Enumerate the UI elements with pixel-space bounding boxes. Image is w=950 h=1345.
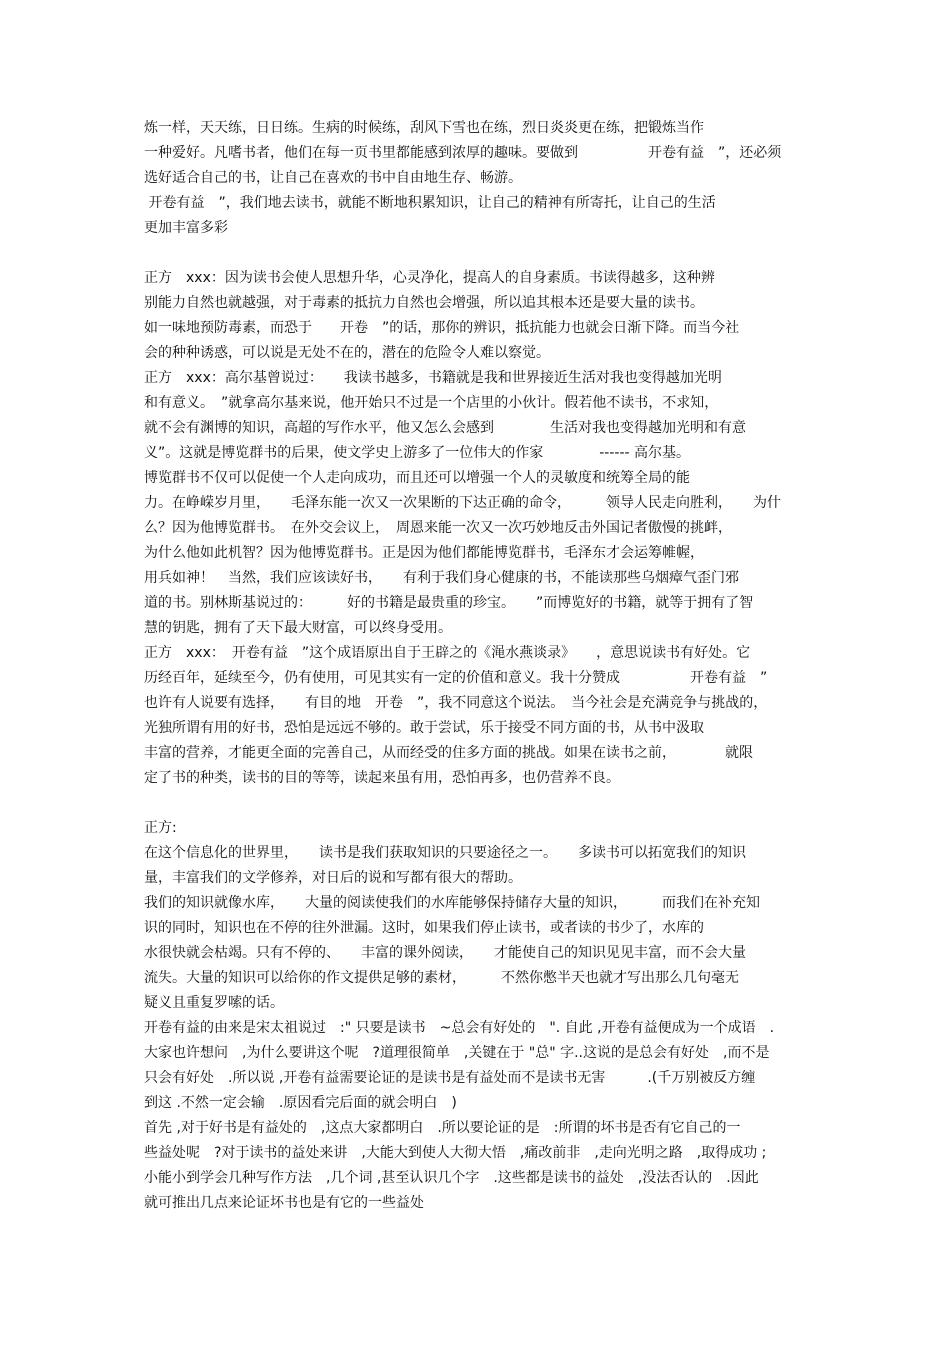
text-line: 用兵如神！ 当然，我们应该读好书， 有利于我们身心健康的书，不能读那些乌烟瘴气歪门邪 (144, 570, 739, 586)
text-line: 博览群书不仅可以促使一个人走向成功，而且还可以增强一个人的灵敏度和统筹全局的能 (144, 470, 690, 486)
text-line: 如一味地预防毒素，而恐于 开卷 ”的话，那你的辨识，抵抗能力也就会日渐下降。而当今社 (144, 320, 740, 336)
text-line: 小能小到学会几种写作方法 ,几个词 ,甚至认识几个字 .这些都是读书的益处 ,没法否认的 .因此 (144, 1170, 759, 1186)
text-line: 一种爱好。凡嗜书者，他们在每一页书里都能感到浓厚的趣味。要做到 开卷有益 ”，还必须 (144, 145, 782, 161)
text-line: 开卷有益的由来是宋太祖说过 :" 只要是读书 ~总会有好处的 ". 自此 ,开卷有益便成为一个成语 . (144, 1020, 775, 1036)
text-line: 量，丰富我们的文学修养，对日后的说和写都有很大的帮助。 (144, 870, 522, 886)
text-line: 在这个信息化的世界里， 读书是我们获取知识的只要途径之一。 多读书可以拓宽我们的知识 (144, 845, 746, 861)
text-line: 流失。大量的知识可以给你的作文提供足够的素材， 不然你憋半天也就才写出那么几句毫无 (144, 970, 739, 986)
text-line: 炼一样，天天练，日日练。生病的时候练，刮风下雪也在练，烈日炎炎更在练，把锻炼当作 (144, 120, 704, 136)
text-line: 首先 ,对于好书是有益处的 ,这点大家都明白 .所以要论证的是 :所谓的坏书是否有它自己的一 (144, 1120, 741, 1136)
text-line: 些益处呢 ?对于读书的益处来讲 ,大能大到使人大彻大悟 ,痛改前非 ,走向光明之路 ,取得成功 ; (144, 1145, 767, 1161)
text-line: 到这 .不然一定会输 .原因看完后面的就会明白 ) (144, 1095, 457, 1111)
text-line: 义”。这就是博览群书的后果，使文学史上游多了一位伟大的作家 ------ 高尔基。 (144, 445, 691, 461)
text-line: 力。在峥嵘岁月里， 毛泽东能一次又一次果断的下达正确的命令， 领导人民走向胜利， 为什 (144, 495, 781, 511)
text-line: 疑义且重复罗嗦的话。 (144, 995, 284, 1011)
text-line: 历经百年，延续至今，仍有使用，可见其实有一定的价值和意义。我十分赞成 开卷有益 ” (144, 670, 768, 686)
text-line: 慧的钥匙，拥有了天下最大财富，可以终身受用。 (144, 620, 452, 636)
text-line: 会的种种诱惑，可以说是无处不在的，潜在的危险令人难以察觉。 (144, 345, 550, 361)
text-line: 就不会有渊博的知识，高超的写作水平，他又怎么会感到 生活对我也变得越加光明和有意 (144, 420, 746, 436)
text-line: 正方 xxx：高尔基曾说过： 我读书越多，书籍就是我和世界接近生活对我也变得越加光明 (144, 370, 722, 386)
text-line: 我们的知识就像水库， 大量的阅读使我们的水库能够保持储存大量的知识， 而我们在补充知 (144, 895, 760, 911)
text-line: 正方 xxx：因为读书会使人思想升华，心灵净化，提高人的自身素质。书读得越多，这种辨 (144, 270, 715, 286)
section-heading: 正方: (144, 820, 177, 836)
text-line: 水很快就会枯竭。只有不停的、 丰富的课外阅读， 才能使自己的知识见见丰富，而不会大量 (144, 945, 746, 961)
text-line: 丰富的营养，才能更全面的完善自己，从而经受的住多方面的挑战。如果在读书之前， 就限 (144, 745, 753, 761)
text-line: 定了书的种类，读书的目的等等，读起来虽有用，恐怕再多，也仍营养不良。 (144, 770, 620, 786)
text-line: 选好适合自己的书，让自己在喜欢的书中自由地生存、畅游。 (144, 170, 522, 186)
text-line: 大家也许想问 ,为什么要讲这个呢 ?道理很简单 ,关键在于 "总" 字..这说的是总会有好处 ,而不是 (144, 1045, 770, 1061)
text-line: 更加丰富多彩 (144, 220, 228, 236)
text-line: 也许有人说要有选择， 有目的地 开卷 ”，我不同意这个说法。 当今社会是充满竞争与挑战的， (144, 695, 768, 711)
text-line: 别能力自然也就越强，对于毒素的抵抗力自然也会增强，所以追其根本还是要大量的读书。 (144, 295, 704, 311)
text-line: 为什么他如此机智？因为他博览群书。正是因为他们都能博览群书，毛泽东才会运筹帷幄， (144, 545, 704, 561)
text-line: 开卷有益 ”，我们地去读书，就能不断地积累知识，让自己的精神有所寄托，让自己的生活 (144, 195, 716, 211)
text-line: 和有意义。 ”就拿高尔基来说，他开始只不过是一个店里的小伙计。假若他不读书，不求知， (144, 395, 719, 411)
text-line: 只会有好处 .所以说 ,开卷有益需要论证的是读书是有益处而不是读书无害 .(千万别被反方缠 (144, 1070, 756, 1086)
text-line: 识的同时，知识也在不停的往外泄漏。这时，如果我们停止读书，或者读的书少了，水库的 (144, 920, 704, 936)
text-line: 正方 xxx： 开卷有益 ”这个成语原出自于王辟之的《渑水燕谈录》 ，意思说读书有好处。它 (144, 645, 751, 661)
text-line: 就可推出几点来论证坏书也是有它的一些益处 (144, 1195, 424, 1211)
text-line: 道的书。别林斯基说过的： 好的书籍是最贵重的珍宝。 ”而博览好的书籍，就等于拥有了智 (144, 595, 754, 611)
text-line: 么？因为他博览群书。 在外交会议上， 周恩来能一次又一次巧妙地反击外国记者傲慢的挑衅， (144, 520, 732, 536)
text-line: 光独所谓有用的好书，恐怕是远远不够的。敢于尝试，乐于接受不同方面的书，从书中汲取 (144, 720, 704, 736)
